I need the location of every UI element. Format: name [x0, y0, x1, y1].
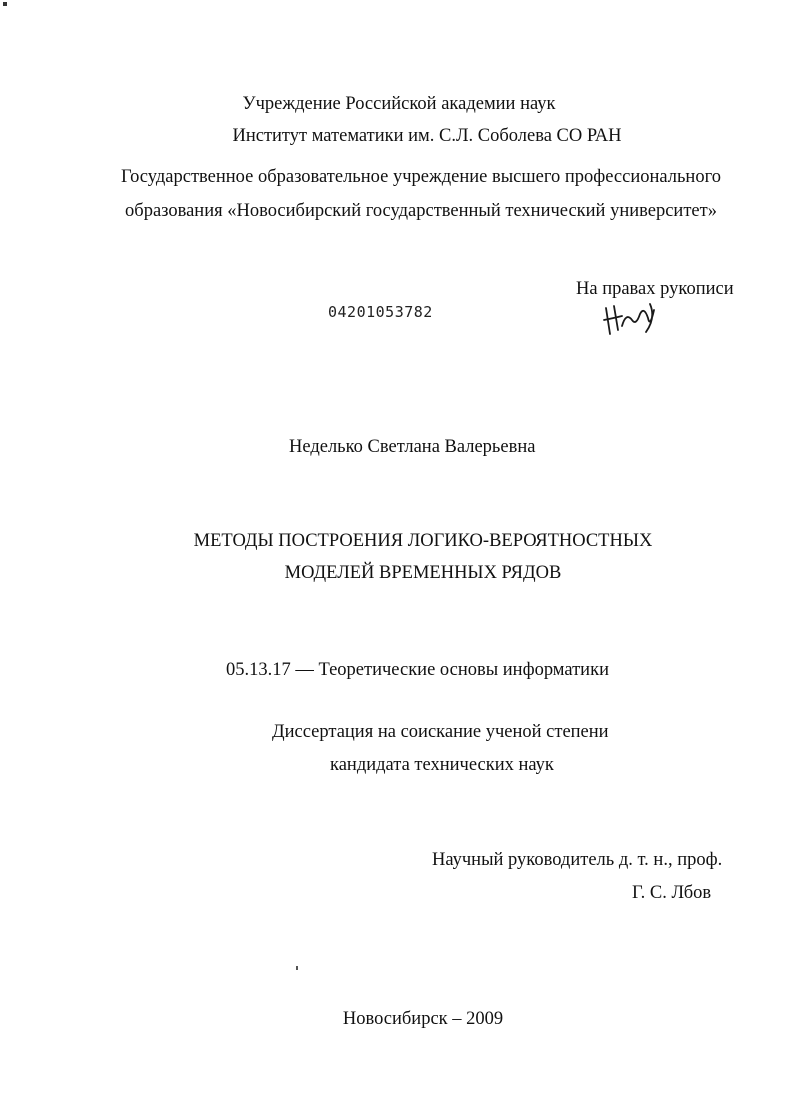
degree-line-1: Диссертация на соискание ученой степени [272, 722, 609, 742]
scan-speck [296, 966, 298, 970]
city-year: Новосибирск – 2009 [342, 1009, 504, 1029]
thesis-title-line-2: МОДЕЛЕЙ ВРЕМЕННЫХ РЯДОВ [284, 563, 562, 583]
rights-label: На правах рукописи [576, 279, 734, 299]
supervisor-label: Научный руководитель д. т. н., проф. [432, 850, 723, 870]
specialty-code: 05.13.17 — Теоретические основы информатики [226, 660, 609, 680]
institution-line-2: Институт математики им. С.Л. Соболева СО РАН [232, 126, 622, 146]
institution-line-1: Учреждение Российской академии наук [242, 94, 556, 114]
registration-number: 04201053782 [328, 303, 433, 321]
thesis-title-line-1: МЕТОДЫ ПОСТРОЕНИЯ ЛОГИКО-ВЕРОЯТНОСТНЫХ [193, 531, 653, 551]
institution-line-4: образования «Новосибирский государственный технический университет» [125, 201, 717, 221]
supervisor-name: Г. С. Лбов [632, 883, 712, 903]
scan-mark [3, 2, 7, 6]
institution-line-3: Государственное образовательное учреждение высшего профессионального [121, 167, 721, 187]
degree-line-2: кандидата технических наук [330, 755, 554, 775]
signature-icon [600, 298, 660, 338]
author-name: Неделько Светлана Валерьевна [289, 437, 536, 457]
